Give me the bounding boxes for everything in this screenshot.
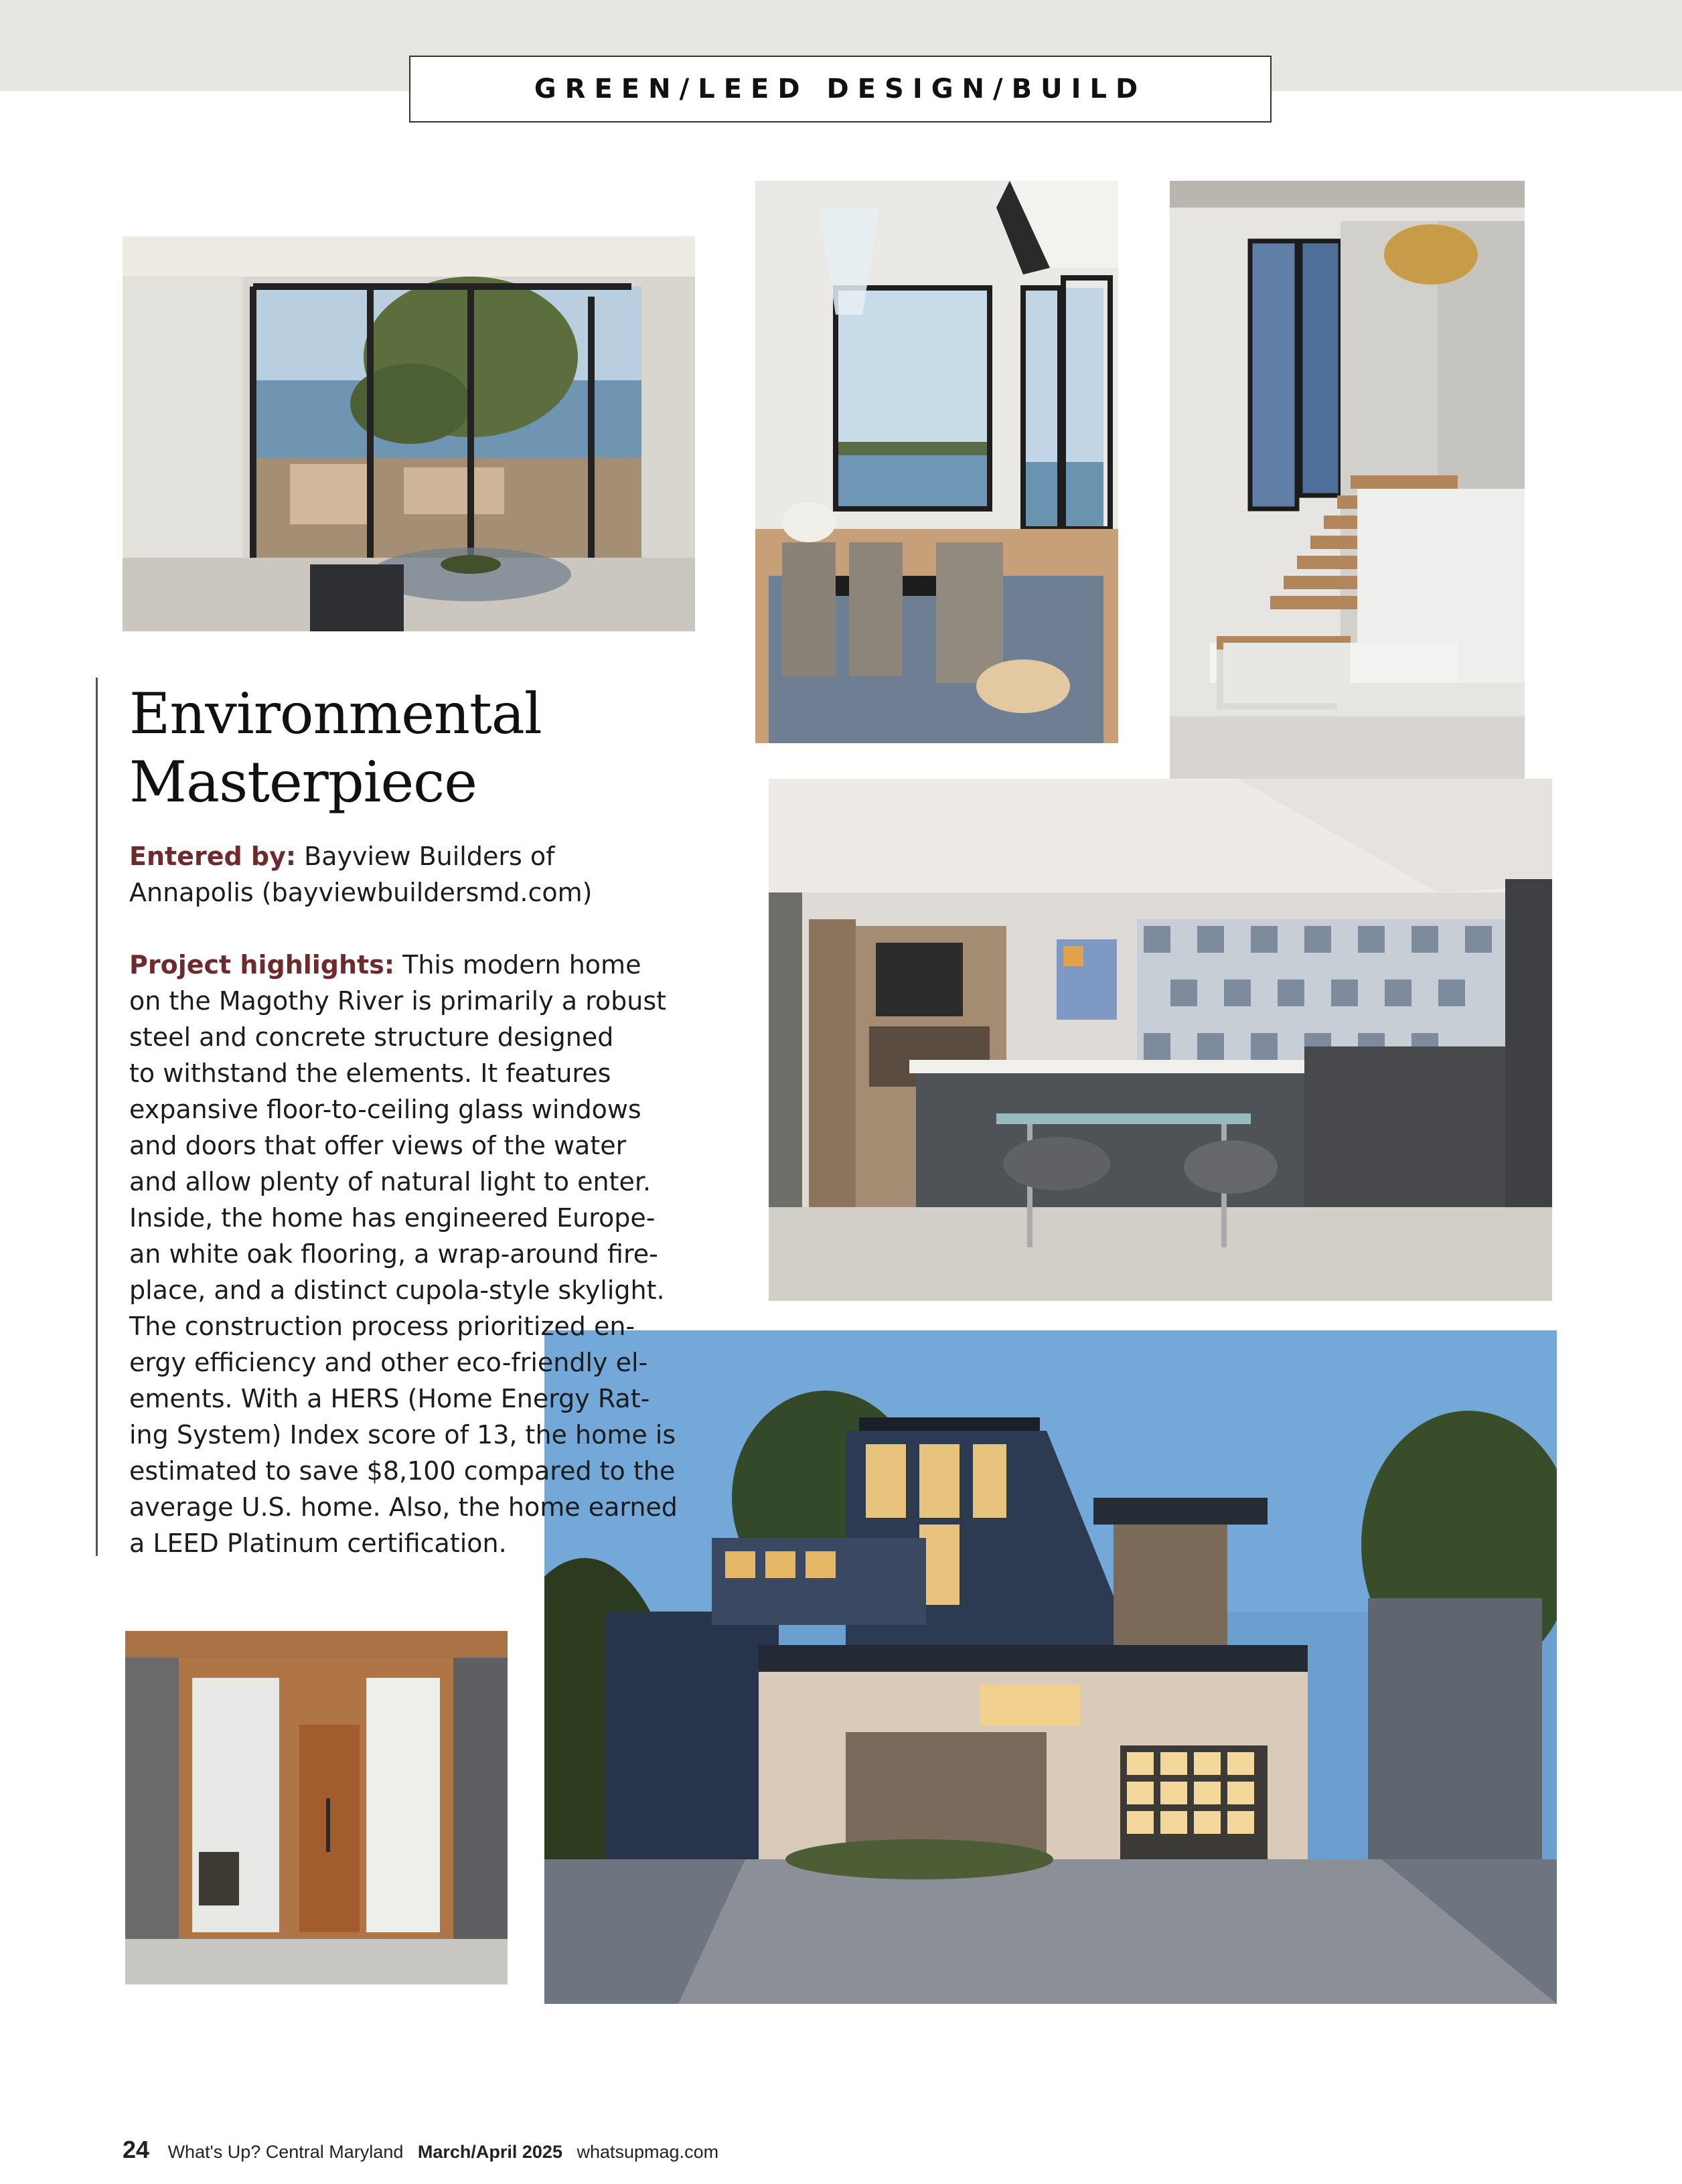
staircase-photo <box>1170 181 1525 817</box>
page-number: 24 <box>123 2136 150 2163</box>
kitchen-photo <box>769 779 1552 1301</box>
highlights-text-line: steel and concrete structure designed <box>129 1022 614 1052</box>
highlights-text-line: and doors that offer views of the water <box>129 1131 627 1160</box>
living-room-water-view-photo <box>123 236 695 631</box>
highlights-line <box>129 947 732 983</box>
highlights-text-line: a LEED Platinum certification. <box>129 1529 507 1558</box>
article-title-line-1: Environmental <box>129 681 542 747</box>
highlights-text-line: and allow plenty of natural light to enter. <box>129 1167 652 1196</box>
project-highlights-label: Project highlights: <box>129 950 395 980</box>
highlights-text-line: expansive floor-to-ceiling glass windows <box>129 1095 641 1124</box>
section-header <box>409 56 1272 123</box>
highlights-text-line: estimated to save $8,100 compared to the <box>129 1456 676 1486</box>
highlights-text-line: ing System) Index score of 13, the home is <box>129 1420 676 1450</box>
article-title <box>129 680 732 816</box>
highlights-text-line: an white oak flooring, a wrap-around fire- <box>129 1239 658 1269</box>
website-link[interactable]: whatsupmag.com <box>577 2142 719 2162</box>
highlights-text-line: This modern home <box>394 950 641 980</box>
entered-by-label: Entered by: <box>129 842 297 871</box>
entered-line-1 <box>129 838 732 874</box>
page-footer <box>123 2136 718 2164</box>
highlights-text-line: ergy efficiency and other eco-friendly el- <box>129 1348 648 1377</box>
article-body <box>129 838 732 1597</box>
entered-by-text-1: Bayview Builders of <box>296 842 555 871</box>
front-door-photo <box>125 1631 508 1984</box>
highlights-text-line: on the Magothy River is primarily a robust <box>129 986 667 1016</box>
highlights-text-line: average U.S. home. Also, the home earned <box>129 1492 678 1522</box>
highlights-text-line: Inside, the home has engineered Europe- <box>129 1203 656 1233</box>
publication-name: What's Up? Central Maryland <box>167 2142 404 2162</box>
highlights-text-line: ements. With a HERS (Home Energy Rat- <box>129 1384 650 1413</box>
issue-date: March/April 2025 <box>417 2142 562 2162</box>
highlights-paragraph <box>129 947 732 1561</box>
entered-by-text-2: Annapolis (bayviewbuildersmd.com) <box>129 878 593 907</box>
highlights-text-line: The construction process prioritized en- <box>129 1312 635 1341</box>
highlights-text-line: place, and a distinct cupola-style skylight. <box>129 1275 665 1305</box>
article-rule <box>96 678 98 1556</box>
section-label: GREEN/LEED DESIGN/BUILD <box>534 74 1147 104</box>
dining-room-photo <box>755 181 1118 743</box>
entered-by-paragraph <box>129 838 732 911</box>
article-title-line-2: Masterpiece <box>129 749 477 815</box>
highlights-text-line: to withstand the elements. It features <box>129 1059 611 1088</box>
